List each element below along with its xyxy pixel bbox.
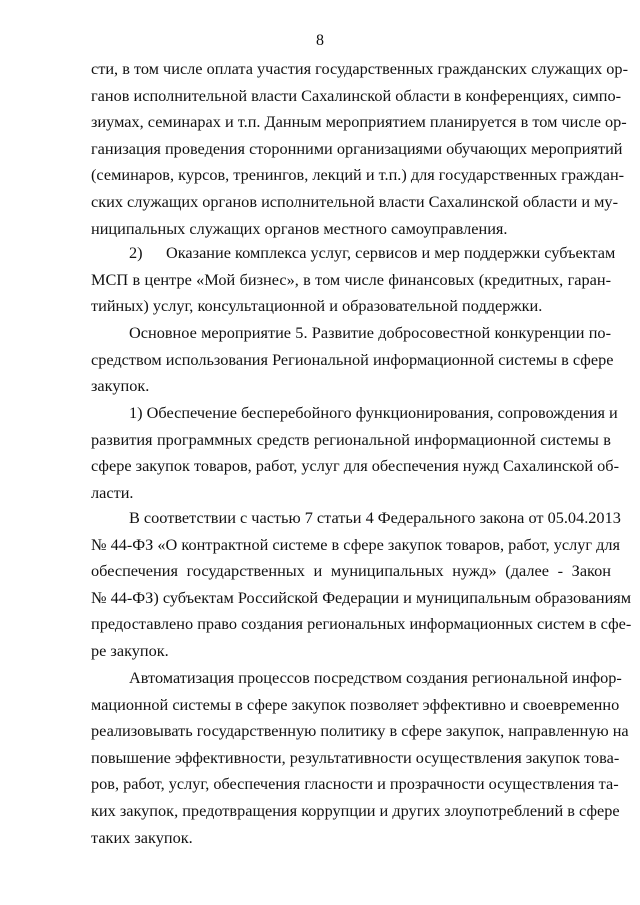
page-number: 8 bbox=[316, 32, 324, 49]
text-line: средством использования Региональной информационной системы в сфере bbox=[91, 349, 614, 369]
text-line: 1) Обеспечение бесперебойного функционирования, сопровождения и bbox=[129, 403, 618, 422]
paragraph-main-measure-5 bbox=[91, 320, 614, 400]
text-line bbox=[91, 240, 616, 267]
text-line: развития программных средств региональной информационной системы в bbox=[91, 429, 611, 449]
list-marker: 2) bbox=[129, 243, 143, 262]
text-line: ре закупок. bbox=[91, 640, 169, 660]
text-line: ских служащих органов исполнительной власти Сахалинской области и му- bbox=[91, 191, 618, 211]
paragraph-item-1 bbox=[91, 400, 620, 506]
text-line: зиумах, семинарах и т.п. Данным мероприятием планируется в том числе ор- bbox=[91, 112, 627, 132]
text-line: сти, в том числе оплата участия государственных гражданских служащих ор- bbox=[91, 59, 628, 78]
paragraph-item-2 bbox=[91, 240, 616, 320]
paragraph-automation bbox=[91, 665, 629, 851]
text-line: (семинаров, курсов, тренингов, лекций и т.п.) для государственных граждан- bbox=[91, 165, 625, 185]
text-line: ганизация проведения сторонними организациями обучающих мероприятий bbox=[91, 138, 623, 158]
text-line: Автоматизация процессов посредством создания региональной инфор- bbox=[129, 668, 622, 687]
text-line: ких закупок, предотвращения коррупции и других злоупотреблений в сфере bbox=[91, 800, 620, 820]
text-line: Основное мероприятие 5. Развитие добросовестной конкуренции по- bbox=[129, 323, 611, 342]
text-line: ганов исполнительной власти Сахалинской области в конференциях, симпо- bbox=[91, 85, 622, 105]
text-line: обеспечения государственных и муниципальных нужд» (далее - Закон bbox=[91, 561, 611, 581]
text-line: № 44-ФЗ) субъектам Российской Федерации и муниципальным образованиям bbox=[91, 587, 632, 607]
text-line: реализовывать государственную политику в сфере закупок, направленную на bbox=[91, 721, 629, 741]
text-line: ров, работ, услуг, обеспечения гласности и прозрачности осуществления та- bbox=[91, 774, 619, 794]
text-line: тийных) услуг, консультационной и образовательной поддержки. bbox=[91, 296, 543, 316]
paragraph-federal-law bbox=[91, 505, 632, 665]
text-line: ниципальных служащих органов местного самоуправления. bbox=[91, 218, 508, 238]
text-line: мационной системы в сфере закупок позволяет эффективно и своевременно bbox=[91, 694, 620, 714]
text-line: повышение эффективности, результативности осуществления закупок това- bbox=[91, 747, 620, 767]
text-line: № 44-ФЗ «О контрактной системе в сфере закупок товаров, работ, услуг для bbox=[91, 534, 620, 554]
paragraph-training-events bbox=[91, 56, 628, 242]
text-line: ласти. bbox=[91, 482, 134, 502]
text-fragment: Оказание комплекса услуг, сервисов и мер поддержки субъектам bbox=[166, 243, 616, 262]
text-line: сфере закупок товаров, работ, услуг для обеспечения нужд Сахалинской об- bbox=[91, 456, 620, 476]
text-line: МСП в центре «Мой бизнес», в том числе финансовых (кредитных, гаран- bbox=[91, 269, 611, 289]
text-line: таких закупок. bbox=[91, 827, 193, 847]
text-line: предоставлено право создания региональных информационных систем в сфе- bbox=[91, 614, 632, 634]
text-line: закупок. bbox=[91, 376, 150, 396]
text-line: В соответствии с частью 7 статьи 4 Федерального закона от 05.04.2013 bbox=[129, 508, 621, 527]
